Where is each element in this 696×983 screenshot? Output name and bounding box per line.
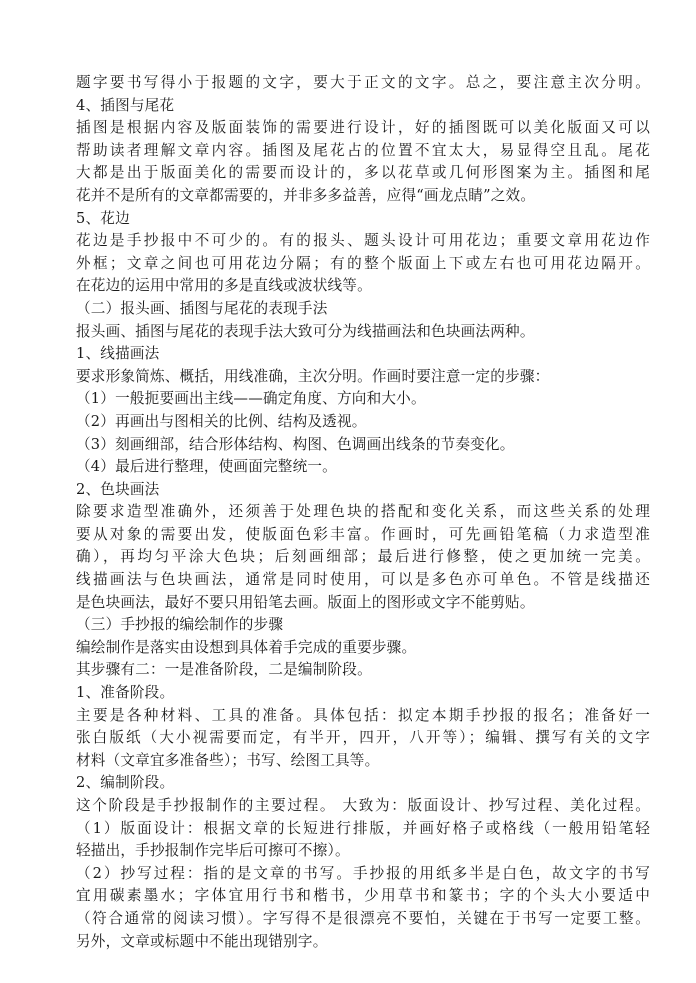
text-line: 外框；文章之间也可用花边分隔；有的整个版面上下或左右也可用花边隔开。 xyxy=(76,254,650,272)
text-line: 4、插图与尾花 xyxy=(76,96,175,114)
text-line: （二）报头画、插图与尾花的表现手法 xyxy=(76,299,328,317)
text-line: 要从对象的需要出发，使版面色彩丰富。作画时，可先画铅笔稿（力求造型准 xyxy=(76,525,650,543)
text-line: （4）最后进行整理，使画面完整统一。 xyxy=(76,458,337,476)
text-line: 插图是根据内容及版面装饰的需要进行设计，好的插图既可以美化版面又可以 xyxy=(76,119,650,137)
text-line: 5、花边 xyxy=(76,209,130,227)
text-line: （符合通常的阅读习惯）。字写得不是很漂亮不要怕，关键在于书写一定要工整。 xyxy=(76,909,650,927)
text-line: 1、线描画法 xyxy=(76,345,160,363)
text-line: 花并不是所有的文章都需要的，并非多多益善，应得“画龙点睛”之效。 xyxy=(76,186,536,204)
text-line: 题字要书写得小于报题的文字，要大于正文的文字。总之，要注意主次分明。 xyxy=(76,74,650,91)
text-line: （3）刻画细部，结合形体结构、构图、色调画出线条的节奏变化。 xyxy=(76,435,515,453)
text-line: 线描画法与色块画法，通常是同时使用，可以是多色亦可单色。不管是线描还 xyxy=(76,571,650,589)
text-line: 轻描出，手抄报制作完毕后可擦可不擦）。 xyxy=(76,842,350,860)
text-line: 另外，文章或标题中不能出现错别字。 xyxy=(76,932,328,950)
text-line: （1）一般扼要画出主线——确定角度、方向和大小。 xyxy=(76,390,426,408)
text-line: 宜用碳素墨水；字体宜用行书和楷书，少用草书和篆书；字的个头大小要适中 xyxy=(76,887,650,905)
text-line: 2、编制阶段。 xyxy=(76,774,175,792)
text-line: 其步骤有二：一是准备阶段，二是编制阶段。 xyxy=(76,661,372,679)
text-line: 帮助读者理解文章内容。插图及尾花占的位置不宜太大，易显得空且乱。尾花 xyxy=(76,141,650,159)
text-line: （2）再画出与图相关的比例、结构及透视。 xyxy=(76,412,367,430)
text-line: 要求形象简炼、概括，用线准确，主次分明。作画时要注意一定的步骤： xyxy=(76,367,550,385)
text-line: 这个阶段是手抄报制作的主要过程。 大致为：版面设计、抄写过程、美化过程。 xyxy=(76,797,650,814)
text-line: 大都是出于版面美化的需要而设计的，多以花草或几何形图案为主。插图和尾 xyxy=(76,164,650,182)
text-line: 主要是各种材料、工具的准备。具体包括：拟定本期手抄报的报名；准备好一 xyxy=(76,706,650,724)
text-line: 除要求造型准确外，还须善于处理色块的搭配和变化关系，而这些关系的处理 xyxy=(76,503,650,521)
text-line: 确），再均匀平涂大色块；后刻画细部；最后进行修整，使之更加统一完美。 xyxy=(76,548,650,566)
text-line: 在花边的运用中常用的多是直线或波状线等。 xyxy=(76,277,372,295)
text-line: 张白版纸（大小视需要而定，有半开，四开，八开等）；编辑、撰写有关的文字 xyxy=(76,729,650,747)
text-line: 材料（文章宜多准备些）；书写、绘图工具等。 xyxy=(76,751,380,769)
text-line: 花边是手抄报中不可少的。有的报头、题头设计可用花边；重要文章用花边作 xyxy=(76,232,650,250)
text-line: 是色块画法，最好不要只用铅笔去画。版面上的图形或文字不能剪贴。 xyxy=(76,593,535,611)
text-line: （三）手抄报的编绘制作的步骤 xyxy=(76,616,284,634)
text-line: 报头画、插图与尾花的表现手法大致可分为线描画法和色块画法两种。 xyxy=(76,322,535,340)
text-line: （1）版面设计：根据文章的长短进行排版，并画好格子或格线（一般用铅笔轻 xyxy=(76,819,650,837)
document-body xyxy=(76,72,650,953)
text-line: （2）抄写过程：指的是文章的书写。手抄报的用纸多半是白色，故文字的书写 xyxy=(76,864,650,882)
text-line: 编绘制作是落实由设想到具体着手完成的重要步骤。 xyxy=(76,638,417,656)
text-line: 1、准备阶段。 xyxy=(76,684,175,702)
text-line: 2、色块画法 xyxy=(76,480,160,498)
